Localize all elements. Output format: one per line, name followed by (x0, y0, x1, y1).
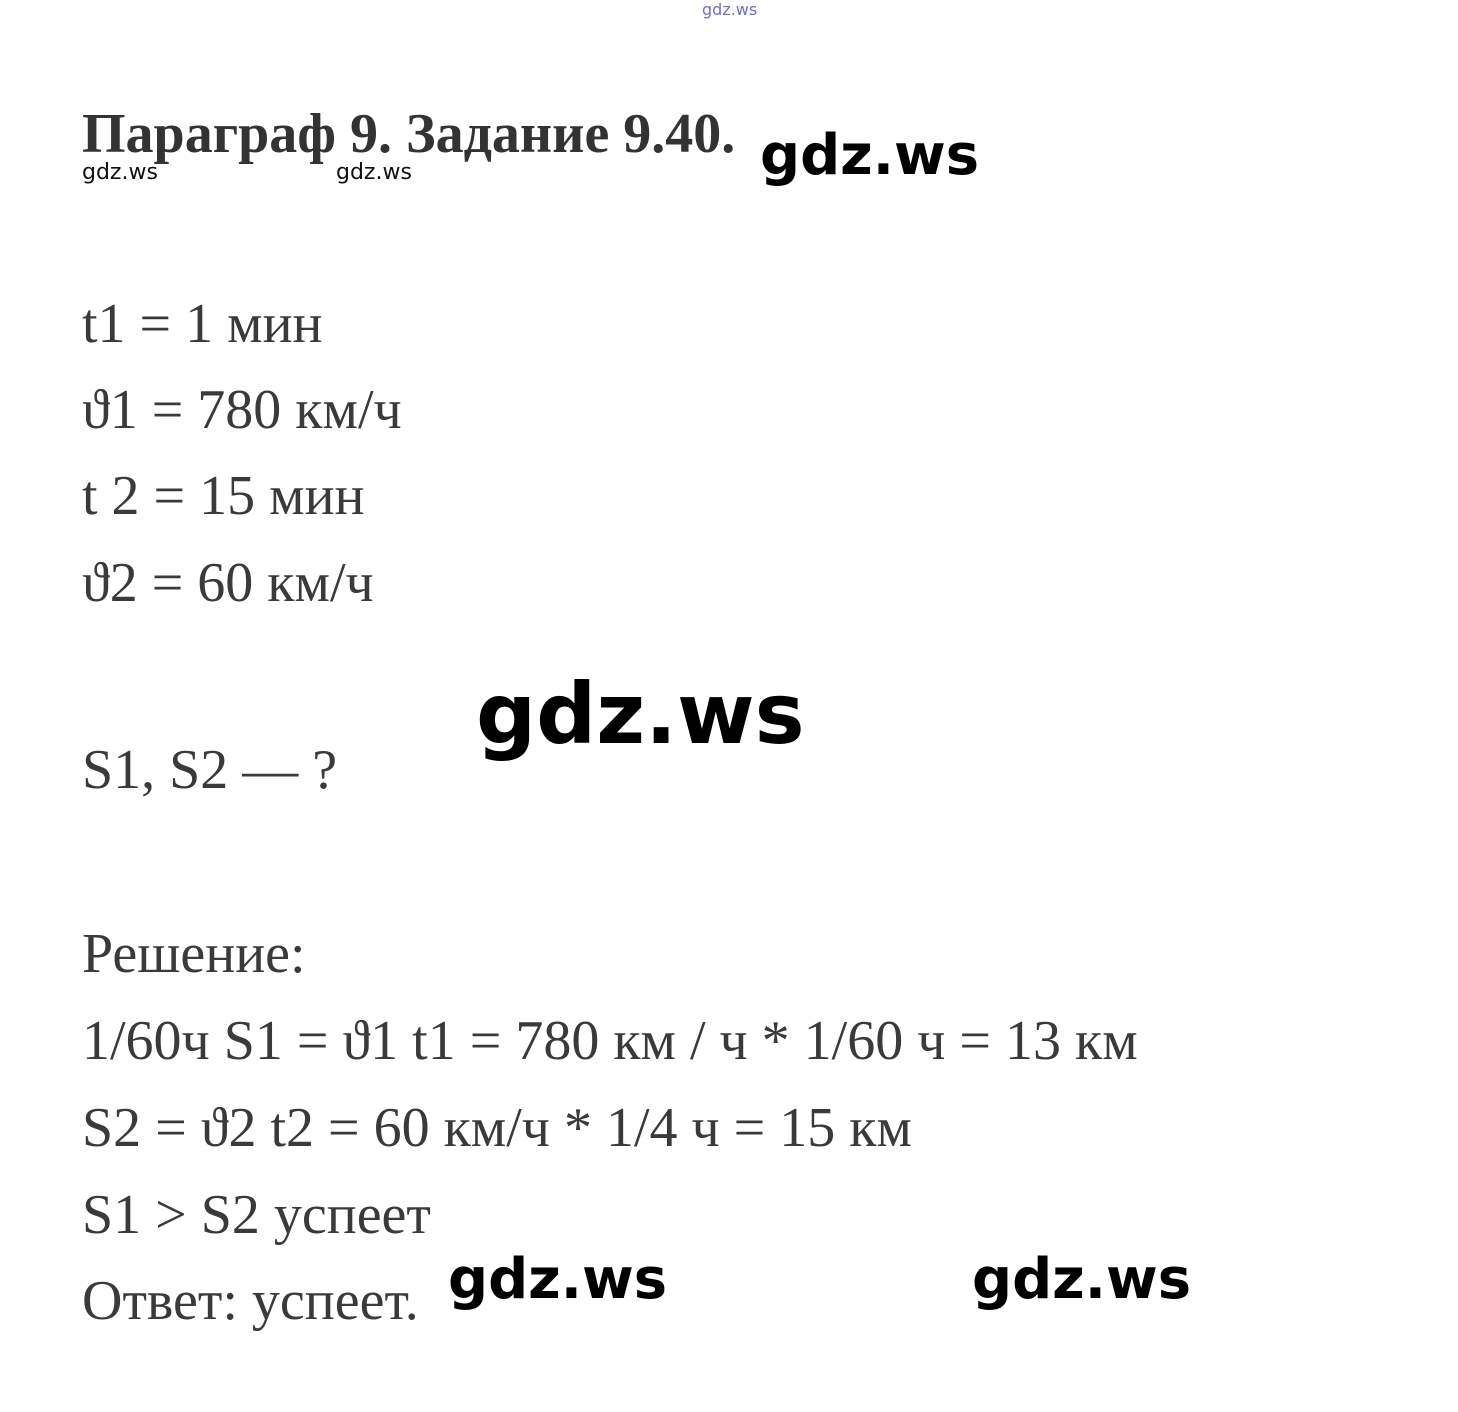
solution-line-1: 1/60ч S1 = ϑ1 t1 = 780 км / ч * 1/60 ч = 13 км (82, 1010, 1138, 1072)
page-title: Параграф 9. Задание 9.40. (82, 103, 736, 165)
watermark-title-right: gdz.ws (760, 123, 980, 188)
given-line-3: t 2 = 15 мин (82, 465, 365, 527)
watermark-small-mid: gdz.ws (336, 160, 412, 185)
solution-heading: Решение: (82, 923, 306, 985)
solution-line-2: S2 = ϑ2 t2 = 60 км/ч * 1/4 ч = 15 км (82, 1097, 912, 1159)
given-line-1: t1 = 1 мин (82, 293, 323, 355)
answer-line: Ответ: успеет. (82, 1270, 419, 1332)
question-line: S1, S2 — ? (82, 739, 338, 801)
watermark-center: gdz.ws (476, 665, 805, 763)
solution-line-3: S1 > S2 успеет (82, 1184, 431, 1246)
watermark-small-left: gdz.ws (82, 160, 158, 185)
given-line-2: ϑ1 = 780 км/ч (82, 379, 402, 441)
given-line-4: ϑ2 = 60 км/ч (82, 552, 374, 614)
watermark-bottom-left: gdz.ws (448, 1247, 668, 1312)
watermark-top: gdz.ws (702, 0, 758, 19)
watermark-bottom-right: gdz.ws (972, 1247, 1192, 1312)
